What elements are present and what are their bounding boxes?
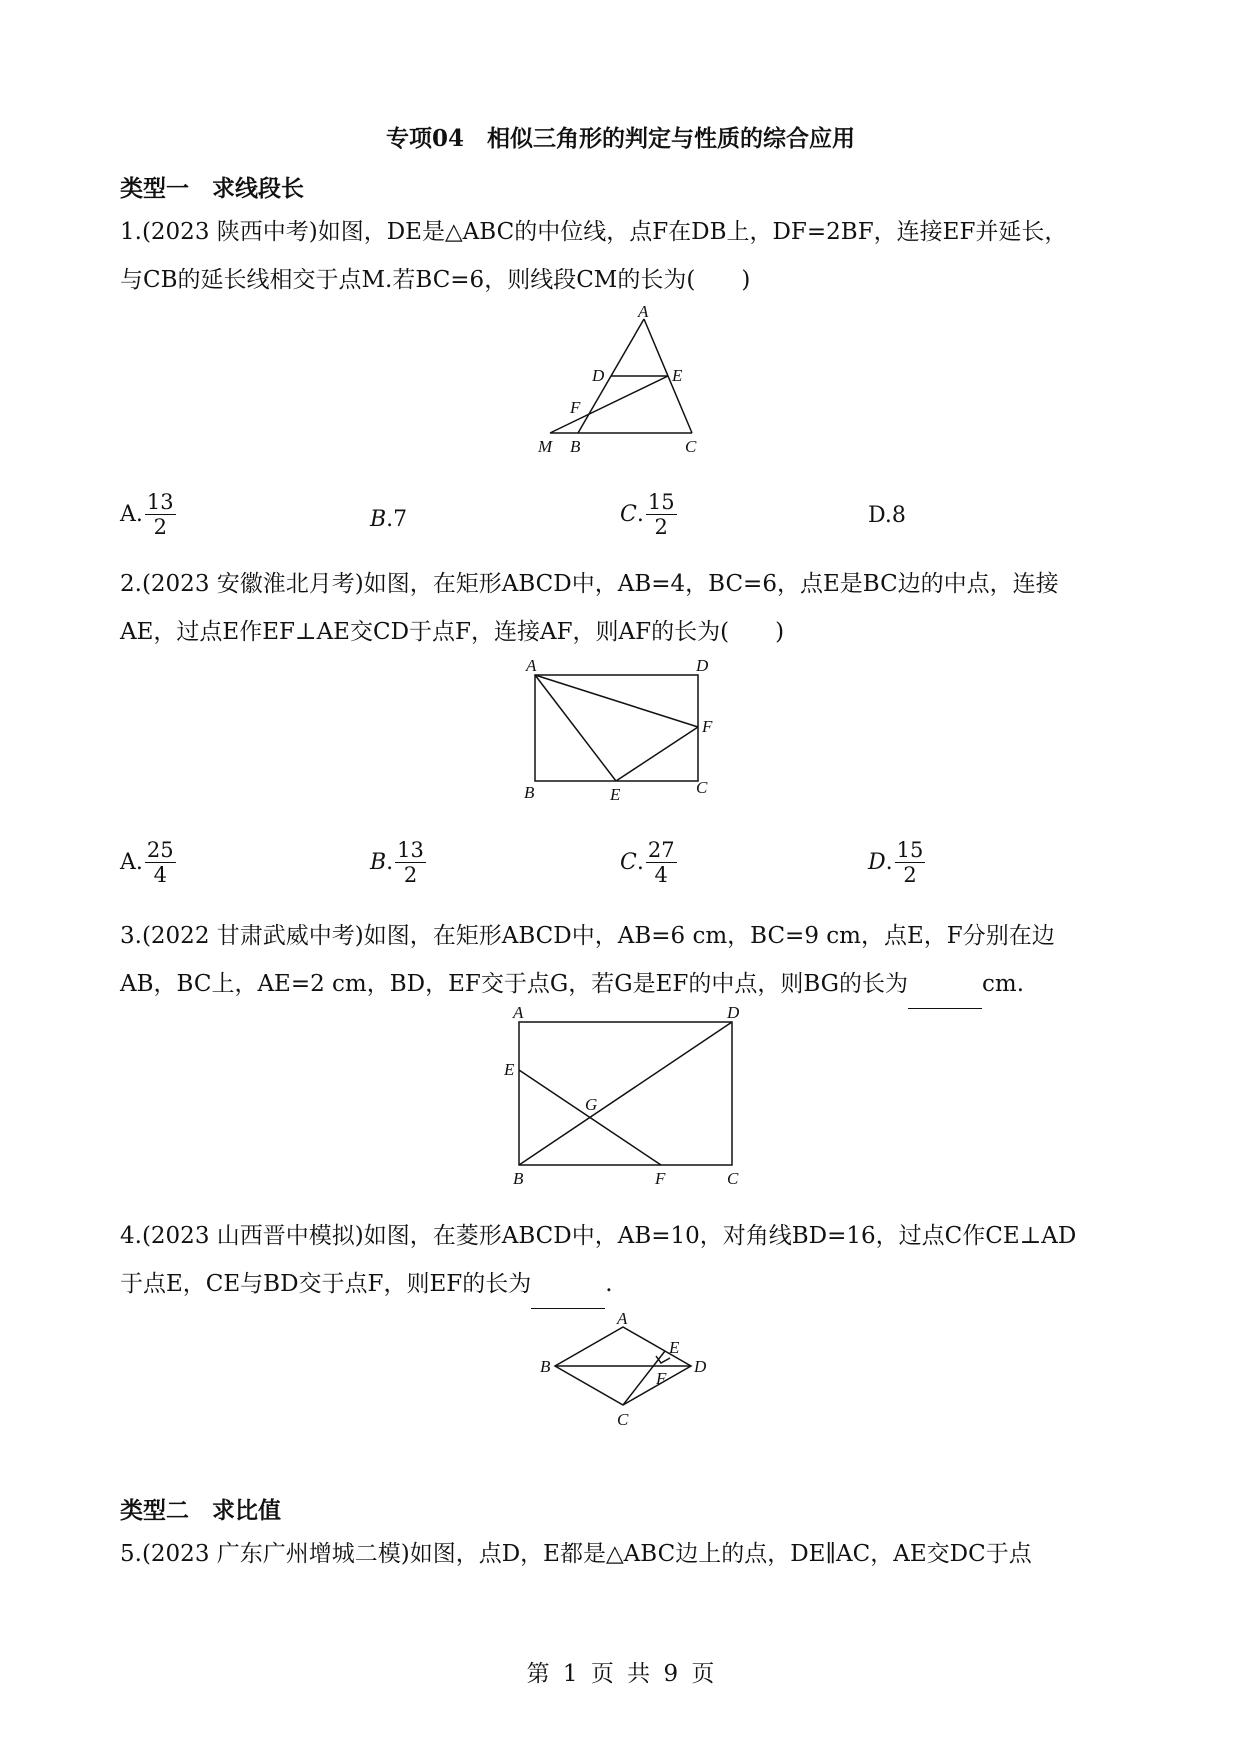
question-1-line-2: 与CB的延长线相交于点M.若BC=6，则线段CM的长为( ) (120, 267, 751, 293)
option-prefix: A. (120, 850, 143, 875)
option-dot: . (885, 850, 893, 875)
question-2-text (120, 560, 1130, 656)
q4-label-b: B (540, 1357, 551, 1376)
question-4-line-1: 4.(2023 山西晋中模拟)如图，在菱形ABCD中，AB=10，对角线BD=16，过点C作CE⊥AD (120, 1223, 1077, 1249)
page-footer: 第 1 页 共 9 页 (526, 1661, 715, 1687)
q1-label-d: D (592, 366, 605, 385)
fraction (145, 838, 176, 887)
fraction (145, 490, 176, 539)
segment-ae (535, 675, 616, 781)
question-5-text (120, 1530, 1130, 1578)
question-4-line-2-text: 于点E，CE与BD交于点F，则EF的长为 (120, 1271, 532, 1297)
option-prefix: C (620, 850, 637, 875)
numerator: 15 (647, 490, 675, 514)
numerator: 15 (896, 838, 924, 862)
q2-label-b: B (524, 783, 535, 802)
option-prefix: D (868, 850, 886, 875)
fraction (646, 838, 677, 887)
q1-label-c: C (685, 437, 697, 456)
fraction (646, 490, 677, 539)
question-2-option-a[interactable] (120, 838, 176, 887)
q1-label-b: B (570, 437, 581, 456)
q3-label-f: F (655, 1169, 666, 1188)
q3-label-g: G (585, 1095, 598, 1114)
denominator: 2 (403, 863, 418, 887)
question-2-option-c[interactable] (620, 838, 677, 887)
option-dot: . (636, 850, 644, 875)
option-value: .7 (386, 507, 408, 532)
denominator: 4 (654, 863, 668, 887)
segment-af (535, 675, 698, 727)
question-3-line-2-text: AB，BC上，AE=2 cm，BD，EF交于点G，若G是EF的中点，则BG的长为 (120, 971, 909, 997)
option-prefix: B (370, 850, 387, 875)
q2-label-c: C (696, 778, 708, 797)
question-4-figure (530, 1310, 720, 1455)
question-2-option-d[interactable] (868, 838, 925, 887)
q1-label-a: A (638, 305, 649, 321)
q4-label-e: E (669, 1338, 680, 1357)
question-5-line-1: 5.(2023 广东广州增城二模)如图，点D，E都是△ABC边上的点，DE∥AC，AE交DC于点 (120, 1541, 1032, 1567)
segment-me (550, 376, 668, 433)
section-heading-type-two: 类型二 求比值 (120, 1497, 281, 1524)
question-4-text (120, 1212, 1130, 1309)
right-angle-mark (656, 1356, 670, 1363)
q2-label-d: D (696, 656, 709, 675)
question-4-period: . (605, 1271, 613, 1297)
question-4-line-2 (120, 1260, 1130, 1309)
fraction (895, 838, 926, 887)
option-prefix: A. (120, 502, 143, 527)
denominator: 2 (903, 863, 917, 887)
question-3-unit: cm. (982, 971, 1025, 997)
denominator: 4 (153, 863, 167, 887)
question-1-text (120, 208, 1130, 304)
question-1-figure (530, 305, 720, 460)
q2-label-a: A (526, 656, 537, 675)
question-2-line-2: AE，过点E作EF⊥AE交CD于点F，连接AF，则AF的长为( ) (120, 619, 785, 645)
question-1-option-d[interactable]: D.8 (868, 503, 906, 528)
numerator: 13 (397, 838, 424, 862)
q1-label-f: F (570, 398, 581, 417)
q3-label-a: A (513, 1003, 524, 1022)
question-1-option-a[interactable] (120, 490, 176, 539)
question-2-line-1: 2.(2023 安徽淮北月考)如图，在矩形ABCD中，AB=4，BC=6，点E是BC边的中点，连接 (120, 571, 1059, 597)
question-1-line-1: 1.(2023 陕西中考)如图，DE是△ABC的中位线，点F在DB上，DF=2BF，连接EF并延长， (120, 219, 1068, 245)
q3-label-e: E (504, 1060, 515, 1079)
q3-label-c: C (727, 1169, 739, 1188)
answer-blank (531, 1260, 605, 1309)
denominator: 2 (654, 515, 668, 539)
fraction (395, 838, 426, 887)
question-3-figure (495, 1000, 755, 1195)
q4-label-d: D (694, 1357, 707, 1376)
q4-label-a: A (617, 1310, 628, 1328)
numerator: 13 (146, 490, 174, 514)
question-1-option-b[interactable] (370, 507, 407, 532)
segment-ef (616, 727, 698, 781)
q1-label-m: M (538, 437, 553, 456)
option-prefix: C (620, 502, 637, 527)
q3-label-d: D (727, 1003, 740, 1022)
section-heading-type-one: 类型一 求线段长 (120, 175, 304, 202)
rectangle-abcd (535, 675, 698, 781)
answer-blank (908, 960, 982, 1009)
question-2-option-b[interactable] (370, 838, 426, 887)
q4-label-c: C (617, 1410, 629, 1429)
denominator: 2 (153, 515, 167, 539)
q2-label-f: F (702, 717, 713, 736)
q4-label-f: F (656, 1369, 667, 1388)
q3-label-b: B (513, 1169, 524, 1188)
q2-label-e: E (610, 785, 621, 804)
numerator: 27 (647, 838, 675, 862)
question-3-text (120, 912, 1130, 1009)
segment-bd (519, 1022, 732, 1165)
question-3-line-1: 3.(2022 甘肃武威中考)如图，在矩形ABCD中，AB=6 cm，BC=9 cm，点E，F分别在边 (120, 923, 1055, 949)
q1-label-e: E (672, 366, 683, 385)
question-2-figure (520, 655, 730, 805)
numerator: 25 (146, 838, 174, 862)
option-prefix: B (370, 507, 387, 532)
question-1-option-c[interactable] (620, 490, 677, 539)
page-title: 专项04 相似三角形的判定与性质的综合应用 (385, 125, 855, 152)
option-dot: . (636, 502, 644, 527)
option-dot: . (386, 850, 394, 875)
